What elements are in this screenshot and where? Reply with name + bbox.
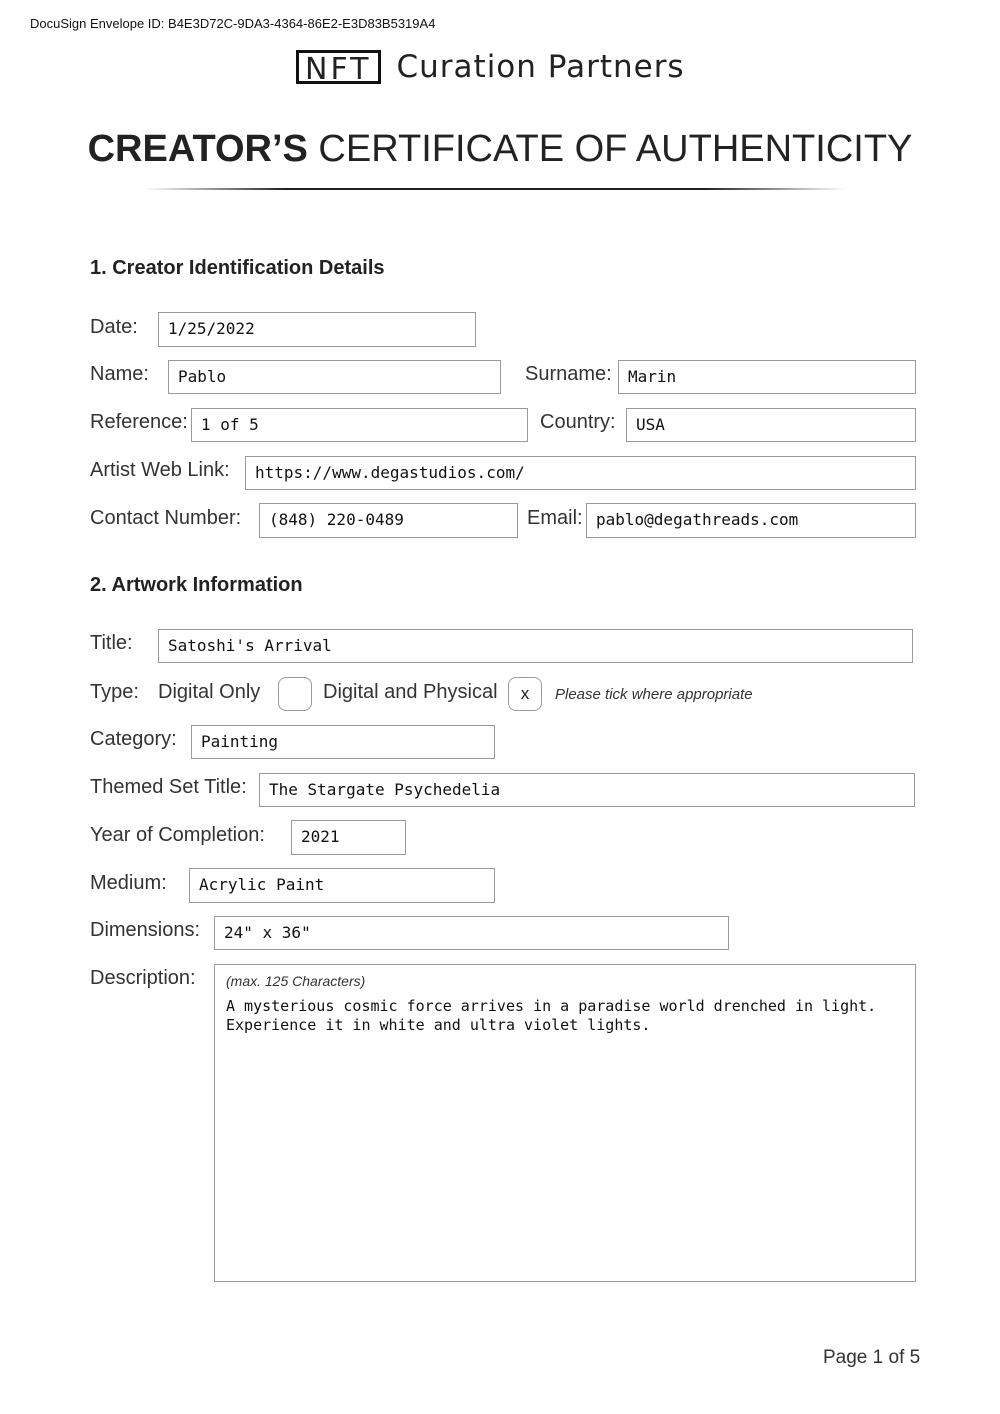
section-2-heading: 2. Artwork Information (90, 574, 303, 596)
type-label: Type: (90, 681, 139, 703)
digital-physical-checkbox[interactable]: x (508, 677, 542, 711)
description-text: A mysterious cosmic force arrives in a paradise world drenched in light. Experience it in white and ultra violet lights. (226, 997, 877, 1034)
name-field[interactable]: Pablo (168, 360, 501, 394)
digital-only-checkbox[interactable] (278, 677, 312, 711)
surname-field[interactable]: Marin (618, 360, 916, 394)
title-divider (145, 188, 845, 190)
digital-physical-label: Digital and Physical (323, 681, 498, 703)
medium-label: Medium: (90, 872, 167, 894)
page-number: Page 1 of 5 (823, 1347, 921, 1368)
year-field[interactable]: 2021 (291, 820, 406, 855)
page-title-regular: CERTIFICATE OF AUTHENTICITY (307, 128, 913, 170)
logo-text: Curation Partners (396, 49, 685, 85)
envelope-id: DocuSign Envelope ID: B4E3D72C-9DA3-4364-86E2-E3D83B5319A4 (30, 16, 436, 31)
contact-number-field[interactable]: (848) 220-0489 (259, 503, 518, 538)
digital-only-label: Digital Only (158, 681, 261, 703)
themed-set-field[interactable]: The Stargate Psychedelia (259, 773, 915, 807)
date-label: Date: (90, 316, 138, 338)
web-link-field[interactable]: https://www.degastudios.com/ (245, 456, 916, 490)
reference-field[interactable]: 1 of 5 (191, 408, 528, 442)
dimensions-label: Dimensions: (90, 919, 201, 941)
page-title-bold: CREATOR’S (87, 128, 308, 170)
name-label: Name: (90, 363, 149, 385)
medium-field[interactable]: Acrylic Paint (189, 868, 495, 903)
dimensions-field[interactable]: 24" x 36" (214, 916, 729, 950)
email-label: Email: (527, 507, 583, 529)
contact-number-label: Contact Number: (90, 507, 242, 529)
description-hint: (max. 125 Characters) (226, 973, 366, 989)
reference-label: Reference: (90, 411, 188, 433)
artwork-title-field[interactable]: Satoshi's Arrival (158, 629, 913, 663)
type-hint: Please tick where appropriate (555, 686, 753, 703)
category-label: Category: (90, 728, 177, 750)
surname-label: Surname: (525, 363, 612, 385)
artwork-title-label: Title: (90, 632, 133, 654)
description-field[interactable] (214, 964, 916, 1282)
country-label: Country: (540, 411, 616, 433)
section-1-heading: 1. Creator Identification Details (90, 257, 385, 279)
description-label: Description: (90, 967, 196, 989)
logo (296, 47, 685, 87)
themed-set-label: Themed Set Title: (90, 776, 247, 798)
logo-box-text: NFT (296, 50, 381, 84)
category-field[interactable]: Painting (191, 725, 495, 759)
year-label: Year of Completion: (90, 824, 265, 846)
page-title (0, 128, 1000, 171)
date-field[interactable]: 1/25/2022 (158, 312, 476, 347)
web-link-label: Artist Web Link: (90, 459, 230, 481)
country-field[interactable]: USA (626, 408, 916, 442)
email-field[interactable]: pablo@degathreads.com (586, 503, 916, 538)
